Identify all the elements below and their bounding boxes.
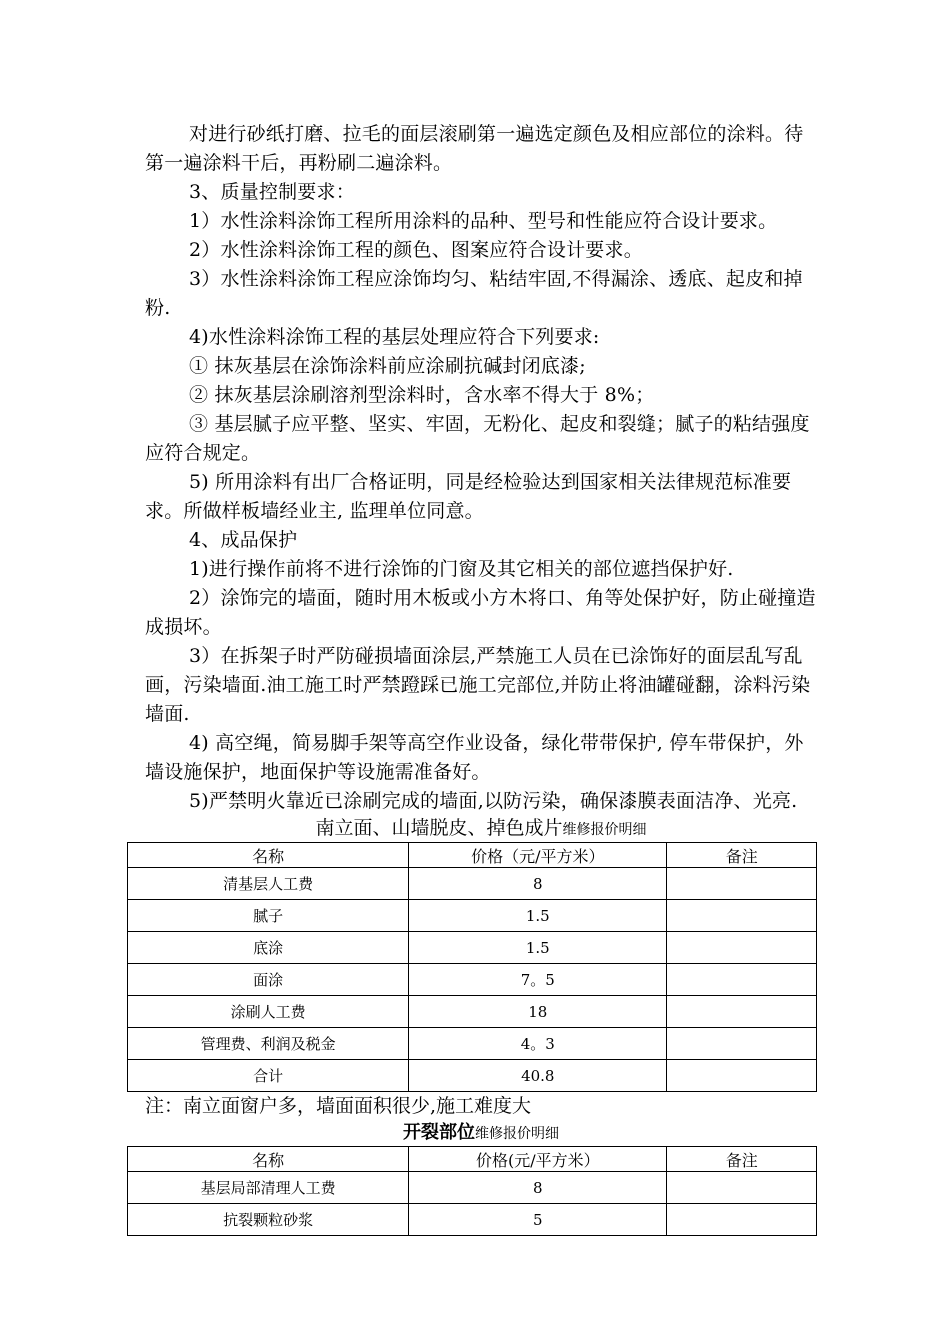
price-table-1 [127, 842, 817, 1092]
cell-name: 清基层人工费 [128, 868, 409, 900]
paragraph: 2）涂饰完的墙面，随时用木板或小方木将口、角等处保护好，防止碰撞造成损坏。 [145, 587, 816, 638]
paragraph: 3）在拆架子时严防碰损墙面涂层,严禁施工人员在已涂饰好的面层乱写乱画，污染墙面.油工施工时严禁蹬踩已施工完部位,并防止将油罐碰翻，涂料污染墙面. [145, 645, 811, 725]
header-name: 名称 [128, 1147, 409, 1172]
table-header-row [128, 1147, 817, 1172]
cell-remark [667, 1204, 817, 1236]
paragraph: ① 抹灰基层在涂饰涂料前应涂刷抗碱封闭底漆; [189, 355, 586, 377]
cell-price: 8 [409, 1172, 667, 1204]
cell-price: 7。5 [409, 964, 667, 996]
paragraph: 5)严禁明火靠近已涂刷完成的墙面,以防污染，确保漆膜表面洁净、光亮. [189, 790, 798, 812]
cell-name: 涂刷人工费 [128, 996, 409, 1028]
cell-remark [667, 932, 817, 964]
cell-price: 4。3 [409, 1028, 667, 1060]
paragraph: 1)进行操作前将不进行涂饰的门窗及其它相关的部位遮挡保护好. [189, 558, 734, 580]
cell-name: 抗裂颗粒砂浆 [128, 1204, 409, 1236]
cell-price: 1.5 [409, 932, 667, 964]
paragraph: 1）水性涂料涂饰工程所用涂料的品种、型号和性能应符合设计要求。 [189, 210, 778, 232]
paragraph: 5) 所用涂料有出厂合格证明，同是经检验达到国家相关法律规范标准要求。所做样板墙经业主, 监理单位同意。 [145, 471, 792, 522]
table-row [128, 1172, 817, 1204]
cell-remark [667, 868, 817, 900]
header-price: 价格(元/平方米） [409, 1147, 667, 1172]
cell-remark [667, 1028, 817, 1060]
paragraph: 4) 高空绳，简易脚手架等高空作业设备，绿化带带保护, 停车带保护，外墙设施保护，地面保护等设施需准备好。 [145, 732, 804, 783]
cell-name: 面涂 [128, 964, 409, 996]
header-remark: 备注 [667, 1147, 817, 1172]
header-remark: 备注 [667, 843, 817, 868]
table1-title-suffix: 维修报价明细 [562, 822, 647, 838]
cell-remark [667, 900, 817, 932]
table-row [128, 932, 817, 964]
paragraph: 对进行砂纸打磨、拉毛的面层滚刷第一遍选定颜色及相应部位的涂料。待第一遍涂料干后，再粉刷二遍涂料。 [145, 123, 804, 174]
cell-name: 管理费、利润及税金 [128, 1028, 409, 1060]
cell-name: 合计 [128, 1060, 409, 1092]
cell-name: 基层局部清理人工费 [128, 1172, 409, 1204]
document-body [145, 120, 817, 1236]
header-price: 价格（元/平方米） [409, 843, 667, 868]
table1-title-main: 南立面、山墙脱皮、掉色成片 [315, 817, 563, 839]
table1-title [145, 816, 817, 842]
paragraph: ③ 基层腻子应平整、坚实、牢固，无粉化、起皮和裂缝；腻子的粘结强度应符合规定。 [145, 413, 810, 464]
table1-note: 注：南立面窗户多，墙面面积很少,施工难度大 [145, 1095, 532, 1117]
table-row [128, 868, 817, 900]
table2-title-suffix: 维修报价明细 [475, 1126, 559, 1142]
paragraph: 2）水性涂料涂饰工程的颜色、图案应符合设计要求。 [189, 239, 643, 261]
paragraph: ② 抹灰基层涂刷溶剂型涂料时，含水率不得大于 8%； [189, 384, 655, 406]
table2-title-main: 开裂部位 [403, 1122, 475, 1143]
table-row [128, 900, 817, 932]
cell-price: 8 [409, 868, 667, 900]
cell-price: 1.5 [409, 900, 667, 932]
header-name: 名称 [128, 843, 409, 868]
cell-price: 18 [409, 996, 667, 1028]
paragraph: 3）水性涂料涂饰工程应涂饰均匀、粘结牢固,不得漏涂、透底、起皮和掉粉. [145, 268, 803, 319]
table-total-row [128, 1060, 817, 1092]
cell-remark [667, 964, 817, 996]
table-header-row [128, 843, 817, 868]
cell-name: 底涂 [128, 932, 409, 964]
table-row [128, 996, 817, 1028]
section-heading: 3、质量控制要求： [189, 181, 355, 203]
cell-name: 腻子 [128, 900, 409, 932]
cell-remark [667, 1172, 817, 1204]
cell-remark [667, 1060, 817, 1092]
section-heading: 4、成品保护 [189, 529, 298, 551]
cell-price: 40.8 [409, 1060, 667, 1092]
cell-remark [667, 996, 817, 1028]
cell-price: 5 [409, 1204, 667, 1236]
table2-title [145, 1120, 817, 1146]
price-table-2 [127, 1146, 817, 1236]
paragraph: 4)水性涂料涂饰工程的基层处理应符合下列要求: [189, 326, 600, 348]
table-row [128, 1028, 817, 1060]
table-row [128, 1204, 817, 1236]
table-row [128, 964, 817, 996]
